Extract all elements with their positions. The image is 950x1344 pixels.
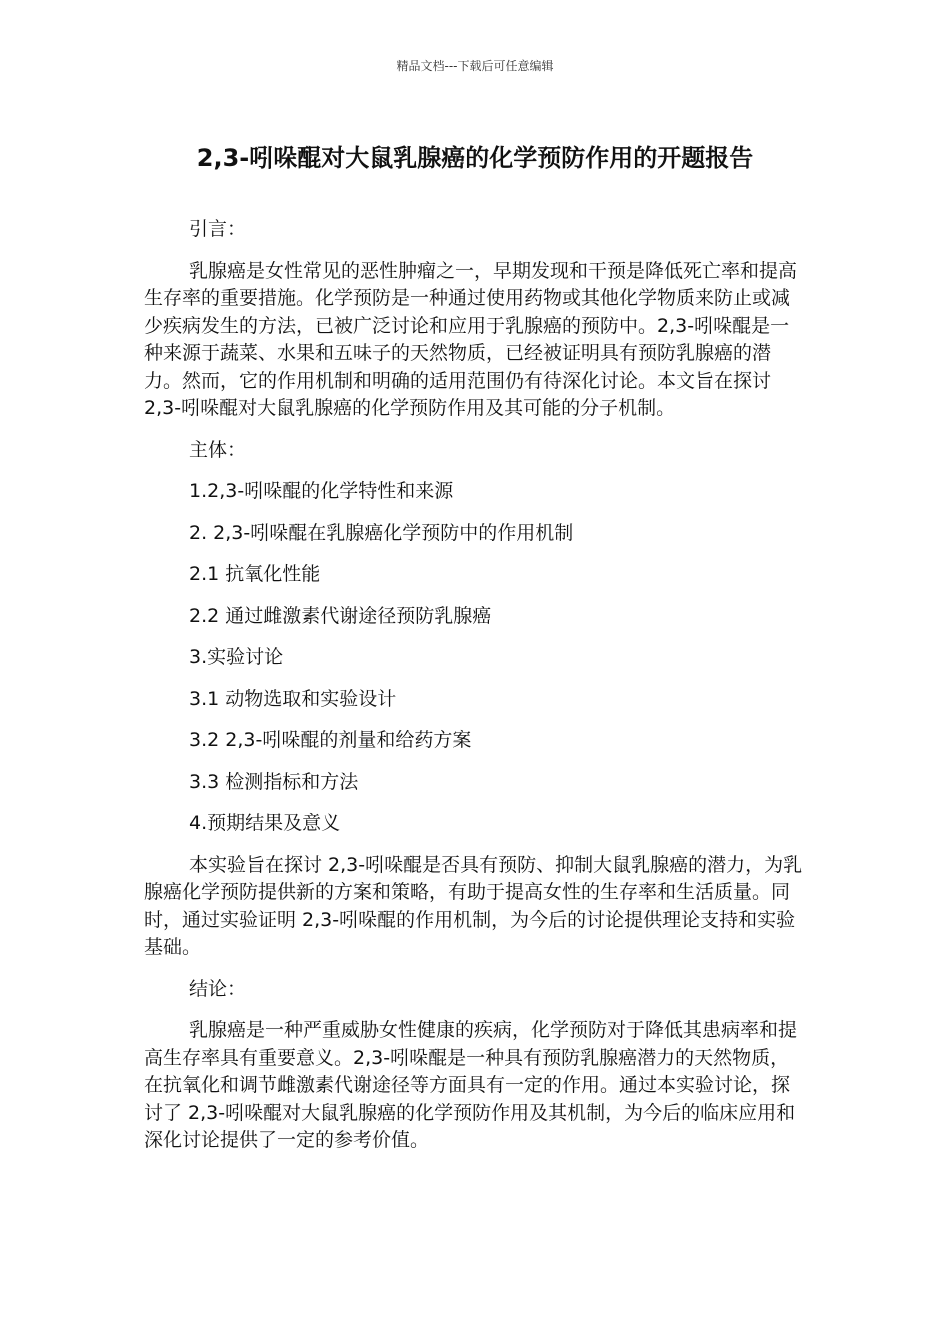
- page-header: 精品文档---下载后可任意编辑: [396, 59, 554, 73]
- outline-item: 3.1 动物选取和实验设计: [189, 687, 397, 710]
- conclusion-paragraph: 乳腺癌是一种严重威胁女性健康的疾病，化学预防对于降低其患病率和提高生存率具有重要意义。2,3-吲哚醌是一种具有预防乳腺癌潜力的天然物质，在抗氧化和调节雌激素代谢途径等方面具有一定的作用。通过本实验讨论，探讨了 2,3-吲哚醌对大鼠乳腺癌的化学预防作用及其机制，为今后的临床应用和深化讨论提供了一定的参考价值。: [144, 1019, 798, 1151]
- document-title: 2,3-吲哚醌对大鼠乳腺癌的化学预防作用的开题报告: [196, 144, 754, 172]
- outline-item: 4.预期结果及意义: [189, 812, 341, 834]
- outline-item: 2.1 抗氧化性能: [189, 563, 321, 585]
- outline-item: 2.2 通过雌激素代谢途径预防乳腺癌: [189, 604, 492, 627]
- intro-paragraph: 乳腺癌是女性常见的恶性肿瘤之一，早期发现和干预是降低死亡率和提高生存率的重要措施。化学预防是一种通过使用药物或其他化学物质来防止或减少疾病发生的方法，已被广泛讨论和应用于乳腺癌的预防中。2,3-吲哚醌是一种来源于蔬菜、水果和五味子的天然物质，已经被证明具有预防乳腺癌的潜力。然而，它的作用机制和明确的适用范围仍有待深化讨论。本文旨在探讨 2,3-吲哚醌对大鼠乳腺癌的化学预防作用及其可能的分子机制。: [144, 259, 798, 419]
- outline-item: 2. 2,3-吲哚醌在乳腺癌化学预防中的作用机制: [189, 521, 574, 544]
- document-body: [144, 216, 806, 1155]
- conclusion-heading: 结论：: [189, 977, 247, 1000]
- expected-results-paragraph: 本实验旨在探讨 2,3-吲哚醌是否具有预防、抑制大鼠乳腺癌的潜力，为乳腺癌化学预防提供新的方案和策略，有助于提高女性的生存率和生活质量。同时，通过实验证明 2,3-吲哚醌的作用机制，为今后的讨论提供理论支持和实验基础。: [144, 853, 803, 958]
- outline-item: 1.2,3-吲哚醌的化学特性和来源: [189, 480, 454, 502]
- outline-item: 3.3 检测指标和方法: [189, 770, 359, 793]
- outline-item: 3.实验讨论: [189, 646, 284, 668]
- intro-heading: 引言：: [189, 218, 247, 240]
- body-heading: 主体：: [189, 438, 247, 461]
- outline-item: 3.2 2,3-吲哚醌的剂量和给药方案: [189, 729, 472, 751]
